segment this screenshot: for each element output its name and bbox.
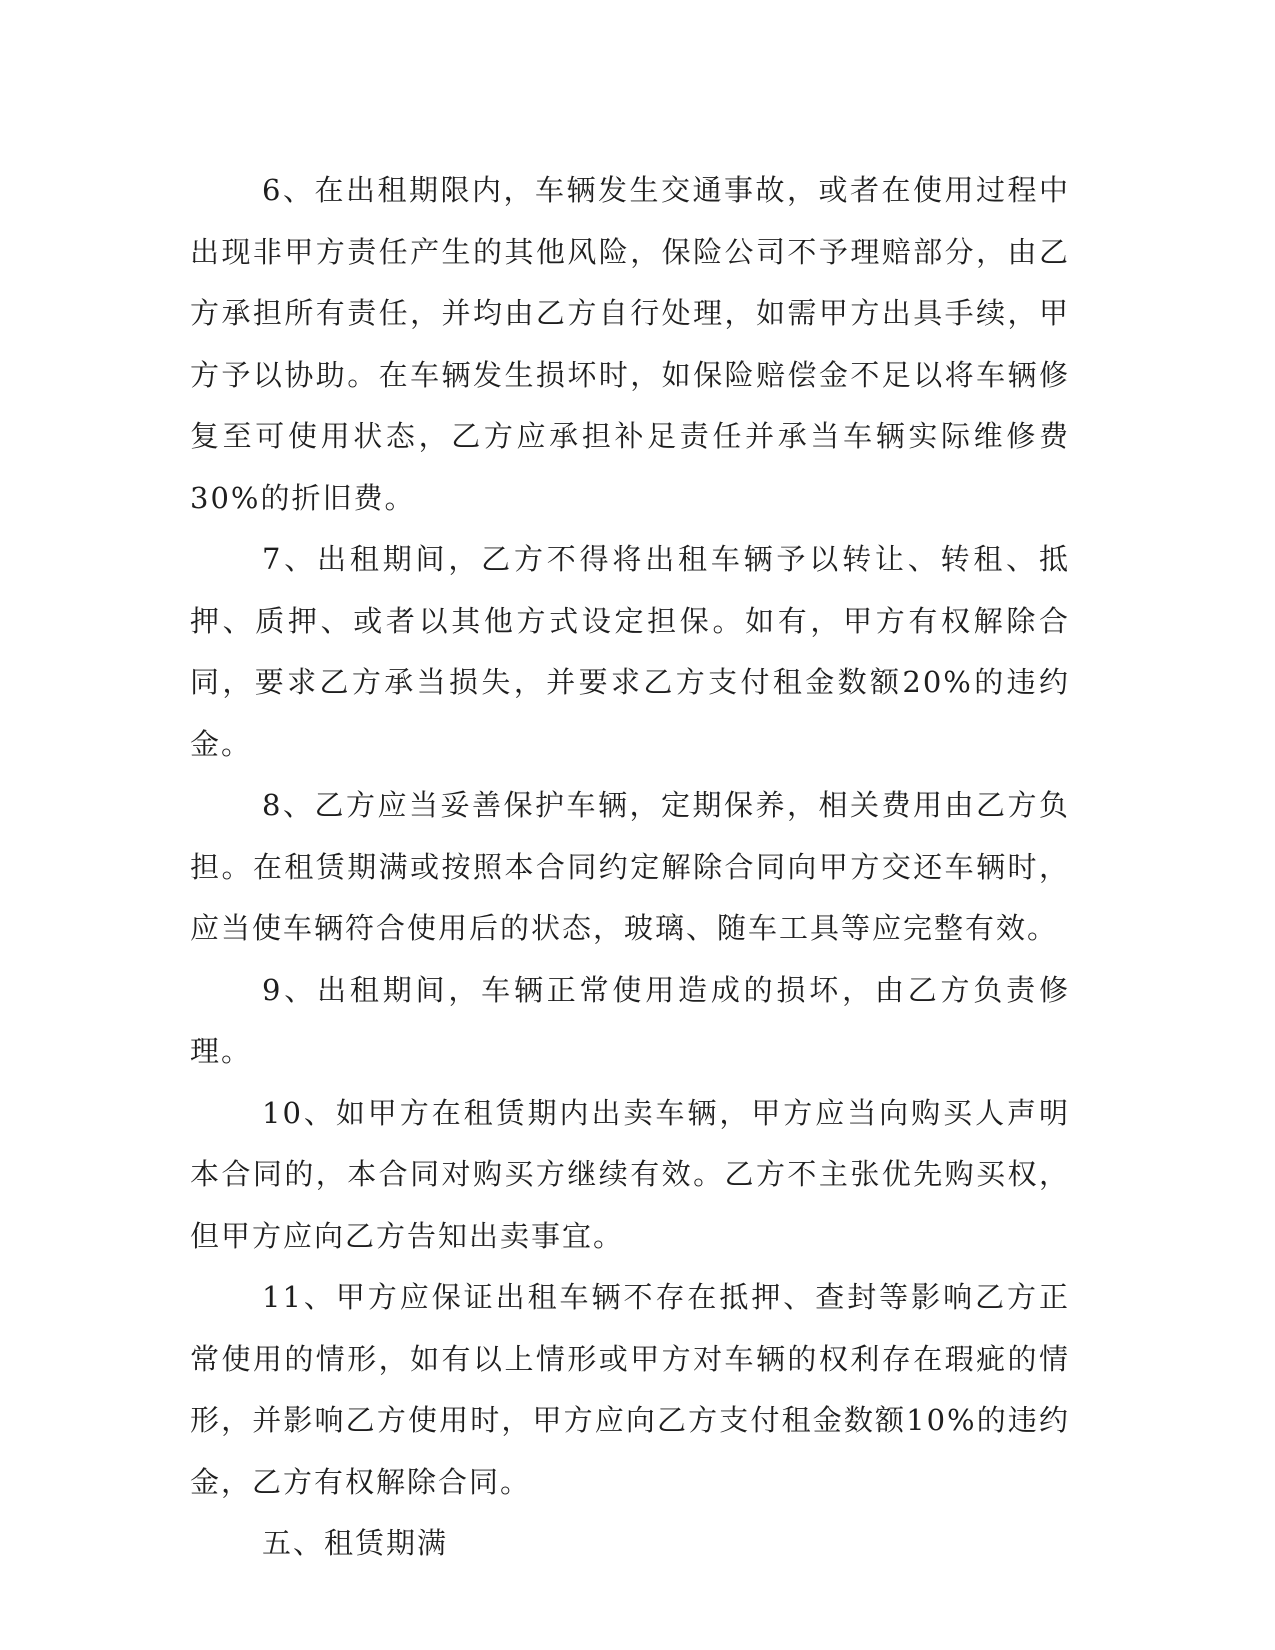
clause-8: 8、乙方应当妥善保护车辆，定期保养，相关费用由乙方负担。在租赁期满或按照本合同约定解除合同向甲方交还车辆时，应当使车辆符合使用后的状态，玻璃、随车工具等应完整有效。	[190, 788, 1070, 945]
clause-11: 11、甲方应保证出租车辆不存在抵押、查封等影响乙方正常使用的情形，如有以上情形或甲方对车辆的权利存在瑕疵的情形，并影响乙方使用时，甲方应向乙方支付租金数额10%的违约金，乙方有权解除合同。	[190, 1280, 1070, 1499]
document-body	[190, 160, 1070, 1575]
clause-6: 6、在出租期限内，车辆发生交通事故，或者在使用过程中出现非甲方责任产生的其他风险，保险公司不予理赔部分，由乙方承担所有责任，并均由乙方自行处理，如需甲方出具手续，甲方予以协助。在车辆发生损坏时，如保险赔偿金不足以将车辆修复至可使用状态，乙方应承担补足责任并承当车辆实际维修费30%的折旧费。	[190, 173, 1070, 515]
clause-10: 10、如甲方在租赁期内出卖车辆，甲方应当向购买人声明本合同的，本合同对购买方继续有效。乙方不主张优先购买权，但甲方应向乙方告知出卖事宜。	[190, 1095, 1070, 1253]
clause-9: 9、出租期间，车辆正常使用造成的损坏，由乙方负责修理。	[190, 972, 1070, 1068]
clause-7: 7、出租期间，乙方不得将出租车辆予以转让、转租、抵押、质押、或者以其他方式设定担保。如有，甲方有权解除合同，要求乙方承当损失，并要求乙方支付租金数额20%的违约金。	[190, 542, 1070, 761]
section-heading: 五、租赁期满	[262, 1526, 449, 1560]
